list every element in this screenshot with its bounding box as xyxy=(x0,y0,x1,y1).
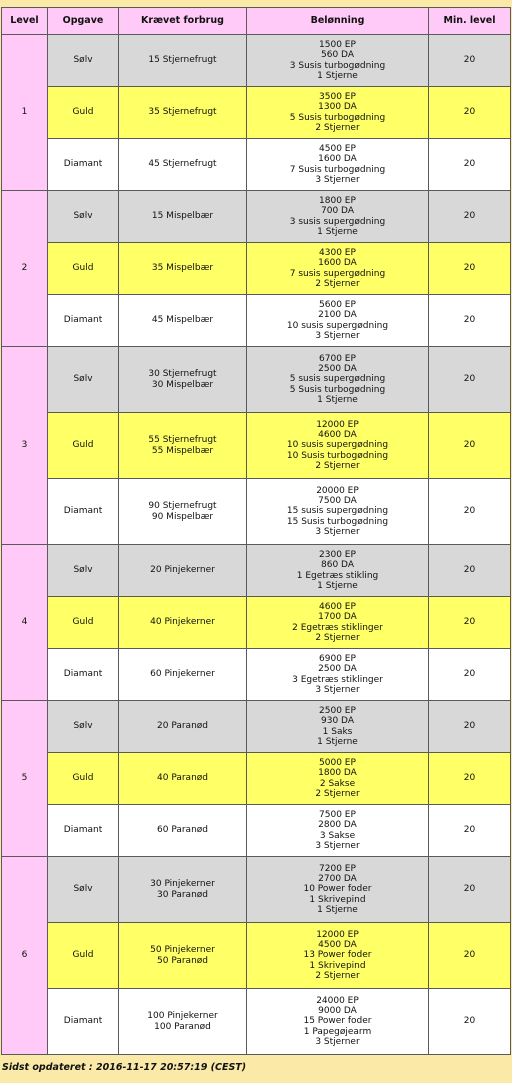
reward-items-line: 700 DA xyxy=(321,206,354,217)
required-items-line: 35 Stjernefrugt xyxy=(148,107,217,118)
task-name: Sølv xyxy=(48,347,119,413)
level-number: 1 xyxy=(2,35,48,191)
reward-items-line: 1 Stjerne xyxy=(317,580,358,591)
reward-items-line: 1600 DA xyxy=(318,258,357,269)
required-items-line: 90 Mispelbær xyxy=(151,511,214,522)
reward-items-line: 2500 DA xyxy=(318,364,357,375)
task-name: Diamant xyxy=(48,989,119,1055)
required-items xyxy=(119,479,247,545)
task-name: Guld xyxy=(48,243,119,295)
required-items-line: 30 Paranød xyxy=(157,889,208,900)
header-reward: Belønning xyxy=(247,8,429,35)
reward-items-line: 6900 EP xyxy=(319,654,356,665)
level-number: 4 xyxy=(2,545,48,701)
reward-items-line: 12000 EP xyxy=(316,419,359,430)
reward-items-line: 4500 DA xyxy=(318,940,357,951)
required-items-line: 60 Pinjekerner xyxy=(150,669,215,680)
required-items xyxy=(119,701,247,753)
reward-items-line: 3500 EP xyxy=(319,92,356,103)
reward-items-line: 3 Stjerner xyxy=(315,684,360,695)
reward-items-line: 12000 EP xyxy=(316,929,359,940)
table-row xyxy=(2,649,511,701)
table-row xyxy=(2,597,511,649)
reward-items-line: 2 Stjerner xyxy=(315,460,360,471)
required-items-line: 100 Pinjekerner xyxy=(147,1011,218,1022)
task-name: Guld xyxy=(48,923,119,989)
reward-items xyxy=(247,347,429,413)
reward-items-line: 5 Susis turbogødning xyxy=(289,112,386,123)
reward-items-line: 10 Power foder xyxy=(303,884,372,895)
required-items xyxy=(119,649,247,701)
reward-items xyxy=(247,753,429,805)
required-items xyxy=(119,805,247,857)
required-items xyxy=(119,989,247,1055)
reward-items-line: 1 Stjerne xyxy=(317,736,358,747)
reward-items-line: 1 Egetræs stikling xyxy=(296,570,379,581)
reward-items-line: 10 susis supergødning xyxy=(286,440,389,451)
required-items-line: 20 Pinjekerner xyxy=(150,565,215,576)
required-items-line: 30 Stjernefrugt xyxy=(148,369,217,380)
reward-items-line: 3 Egetræs stiklinger xyxy=(292,674,383,685)
table-row xyxy=(2,87,511,139)
reward-items-line: 2700 DA xyxy=(318,874,357,885)
reward-items-line: 2100 DA xyxy=(318,310,357,321)
table-row xyxy=(2,805,511,857)
reward-items-line: 10 susis supergødning xyxy=(286,320,389,331)
reward-items-line: 860 DA xyxy=(321,560,354,571)
reward-items-line: 10 Susis turbogødning xyxy=(286,450,389,461)
min-level: 20 xyxy=(429,87,511,139)
reward-items-line: 3 Susis turbogødning xyxy=(289,60,386,71)
required-items xyxy=(119,295,247,347)
reward-items-line: 2500 EP xyxy=(319,706,356,717)
table-row xyxy=(2,701,511,753)
reward-items-line: 2 Stjerner xyxy=(315,970,360,981)
task-name: Diamant xyxy=(48,479,119,545)
reward-items-line: 5 Susis turbogødning xyxy=(289,384,386,395)
task-name: Diamant xyxy=(48,649,119,701)
reward-items-line: 3 Stjerner xyxy=(315,330,360,341)
reward-items-line: 1 Stjerne xyxy=(317,394,358,405)
reward-items xyxy=(247,243,429,295)
reward-items-line: 2 Stjerner xyxy=(315,632,360,643)
required-items-line: 55 Mispelbær xyxy=(151,445,214,456)
reward-items-line: 2300 EP xyxy=(319,550,356,561)
table-row xyxy=(2,753,511,805)
required-items xyxy=(119,347,247,413)
reward-items xyxy=(247,805,429,857)
level-table xyxy=(1,7,511,1055)
required-items xyxy=(119,243,247,295)
required-items-line: 40 Pinjekerner xyxy=(150,617,215,628)
reward-items-line: 1 Stjerne xyxy=(317,70,358,81)
level-number: 2 xyxy=(2,191,48,347)
required-items-line: 45 Stjernefrugt xyxy=(148,159,217,170)
table-row xyxy=(2,923,511,989)
reward-items-line: 15 Susis turbogødning xyxy=(286,516,389,527)
required-items-line: 60 Paranød xyxy=(157,825,208,836)
reward-items-line: 3 Stjerner xyxy=(315,840,360,851)
min-level: 20 xyxy=(429,295,511,347)
reward-items xyxy=(247,139,429,191)
reward-items xyxy=(247,597,429,649)
reward-items-line: 7 susis supergødning xyxy=(289,268,386,279)
required-items xyxy=(119,191,247,243)
min-level: 20 xyxy=(429,347,511,413)
min-level: 20 xyxy=(429,805,511,857)
min-level: 20 xyxy=(429,857,511,923)
required-items xyxy=(119,753,247,805)
required-items xyxy=(119,597,247,649)
reward-items-line: 4600 EP xyxy=(319,602,356,613)
reward-items-line: 1800 EP xyxy=(319,196,356,207)
reward-items-line: 1 Papegøjearm xyxy=(303,1026,372,1037)
reward-items-line: 4600 DA xyxy=(318,430,357,441)
reward-items-line: 24000 EP xyxy=(316,995,359,1006)
reward-items-line: 2 Stjerner xyxy=(315,122,360,133)
required-items-line: 30 Pinjekerner xyxy=(150,879,215,890)
level-number: 6 xyxy=(2,857,48,1055)
task-name: Sølv xyxy=(48,701,119,753)
min-level: 20 xyxy=(429,479,511,545)
table-row xyxy=(2,35,511,87)
reward-items-line: 560 DA xyxy=(321,50,354,61)
min-level: 20 xyxy=(429,191,511,243)
table-row xyxy=(2,295,511,347)
reward-items-line: 2 Stjerner xyxy=(315,788,360,799)
task-name: Diamant xyxy=(48,295,119,347)
min-level: 20 xyxy=(429,35,511,87)
reward-items-line: 15 Power foder xyxy=(303,1016,372,1027)
min-level: 20 xyxy=(429,649,511,701)
required-items xyxy=(119,923,247,989)
table-row xyxy=(2,413,511,479)
task-name: Sølv xyxy=(48,545,119,597)
min-level: 20 xyxy=(429,923,511,989)
header-row xyxy=(2,8,511,35)
required-items xyxy=(119,545,247,597)
reward-items-line: 2800 DA xyxy=(318,820,357,831)
task-name: Guld xyxy=(48,753,119,805)
required-items xyxy=(119,139,247,191)
reward-items xyxy=(247,295,429,347)
min-level: 20 xyxy=(429,413,511,479)
required-items-line: 90 Stjernefrugt xyxy=(148,501,217,512)
reward-items-line: 5600 EP xyxy=(319,300,356,311)
table-body xyxy=(2,35,511,1055)
header-level: Level xyxy=(2,8,48,35)
task-name: Sølv xyxy=(48,35,119,87)
task-name: Guld xyxy=(48,87,119,139)
required-items-line: 20 Paranød xyxy=(157,721,208,732)
required-items-line: 15 Mispelbær xyxy=(151,211,214,222)
table-row xyxy=(2,989,511,1055)
required-items xyxy=(119,87,247,139)
level-number: 5 xyxy=(2,701,48,857)
reward-items-line: 3 Sakse xyxy=(319,830,356,841)
reward-items-line: 7 Susis turbogødning xyxy=(289,164,386,175)
required-items-line: 50 Paranød xyxy=(157,955,208,966)
task-name: Diamant xyxy=(48,139,119,191)
min-level: 20 xyxy=(429,597,511,649)
reward-items-line: 1300 DA xyxy=(318,102,357,113)
reward-items xyxy=(247,87,429,139)
reward-items-line: 4500 EP xyxy=(319,144,356,155)
reward-items-line: 3 Stjerner xyxy=(315,526,360,537)
reward-items xyxy=(247,191,429,243)
reward-items xyxy=(247,701,429,753)
table-row xyxy=(2,139,511,191)
reward-items-line: 2 Stjerner xyxy=(315,278,360,289)
min-level: 20 xyxy=(429,989,511,1055)
header-required: Krævet forbrug xyxy=(119,8,247,35)
table-row xyxy=(2,243,511,295)
required-items-line: 45 Mispelbær xyxy=(151,315,214,326)
required-items-line: 35 Mispelbær xyxy=(151,263,214,274)
reward-items-line: 3 Stjerner xyxy=(315,174,360,185)
min-level: 20 xyxy=(429,243,511,295)
reward-items-line: 2500 DA xyxy=(318,664,357,675)
table-row xyxy=(2,479,511,545)
required-items-line: 30 Mispelbær xyxy=(151,379,214,390)
table-row xyxy=(2,857,511,923)
reward-items-line: 7200 EP xyxy=(319,863,356,874)
reward-items-line: 9000 DA xyxy=(318,1006,357,1017)
reward-items-line: 5 susis supergødning xyxy=(289,374,386,385)
reward-items-line: 1 Stjerne xyxy=(317,904,358,915)
reward-items-line: 2 Egetræs stiklinger xyxy=(292,622,383,633)
reward-items xyxy=(247,857,429,923)
min-level: 20 xyxy=(429,701,511,753)
header-min-level: Min. level xyxy=(429,8,511,35)
task-name: Sølv xyxy=(48,857,119,923)
reward-items-line: 1 Skrivepind xyxy=(309,894,366,905)
min-level: 20 xyxy=(429,545,511,597)
required-items-line: 100 Paranød xyxy=(154,1021,211,1032)
reward-items-line: 1800 DA xyxy=(318,768,357,779)
reward-items xyxy=(247,989,429,1055)
header-task: Opgave xyxy=(48,8,119,35)
reward-items-line: 1700 DA xyxy=(318,612,357,623)
table-row xyxy=(2,545,511,597)
reward-items-line: 3 Stjerner xyxy=(315,1036,360,1047)
reward-items-line: 2 Sakse xyxy=(319,778,356,789)
reward-items-line: 7500 EP xyxy=(319,810,356,821)
reward-items xyxy=(247,35,429,87)
required-items xyxy=(119,857,247,923)
task-name: Guld xyxy=(48,597,119,649)
level-number: 3 xyxy=(2,347,48,545)
reward-items-line: 4300 EP xyxy=(319,248,356,259)
reward-items-line: 13 Power foder xyxy=(303,950,372,961)
reward-items xyxy=(247,649,429,701)
reward-items-line: 930 DA xyxy=(321,716,354,727)
required-items-line: 50 Pinjekerner xyxy=(150,945,215,956)
reward-items-line: 3 susis supergødning xyxy=(289,216,386,227)
required-items-line: 40 Paranød xyxy=(157,773,208,784)
required-items xyxy=(119,413,247,479)
min-level: 20 xyxy=(429,753,511,805)
reward-items-line: 15 susis supergødning xyxy=(286,506,389,517)
task-name: Diamant xyxy=(48,805,119,857)
reward-items-line: 6700 EP xyxy=(319,353,356,364)
reward-items-line: 5000 EP xyxy=(319,758,356,769)
task-name: Guld xyxy=(48,413,119,479)
min-level: 20 xyxy=(429,139,511,191)
required-items-line: 55 Stjernefrugt xyxy=(148,435,217,446)
required-items xyxy=(119,35,247,87)
table-row xyxy=(2,191,511,243)
table-row xyxy=(2,347,511,413)
reward-items-line: 1600 DA xyxy=(318,154,357,165)
reward-items-line: 1 Stjerne xyxy=(317,226,358,237)
reward-items xyxy=(247,479,429,545)
reward-items xyxy=(247,923,429,989)
reward-items xyxy=(247,545,429,597)
required-items-line: 15 Stjernefrugt xyxy=(148,55,217,66)
last-updated: Sidst opdateret : 2016-11-17 20:57:19 (CEST) xyxy=(2,1062,247,1073)
reward-items xyxy=(247,413,429,479)
reward-items-line: 1500 EP xyxy=(319,40,356,51)
reward-items-line: 1 Skrivepind xyxy=(309,960,366,971)
task-name: Sølv xyxy=(48,191,119,243)
reward-items-line: 20000 EP xyxy=(316,485,359,496)
reward-items-line: 7500 DA xyxy=(318,496,357,507)
reward-items-line: 1 Saks xyxy=(322,726,353,737)
